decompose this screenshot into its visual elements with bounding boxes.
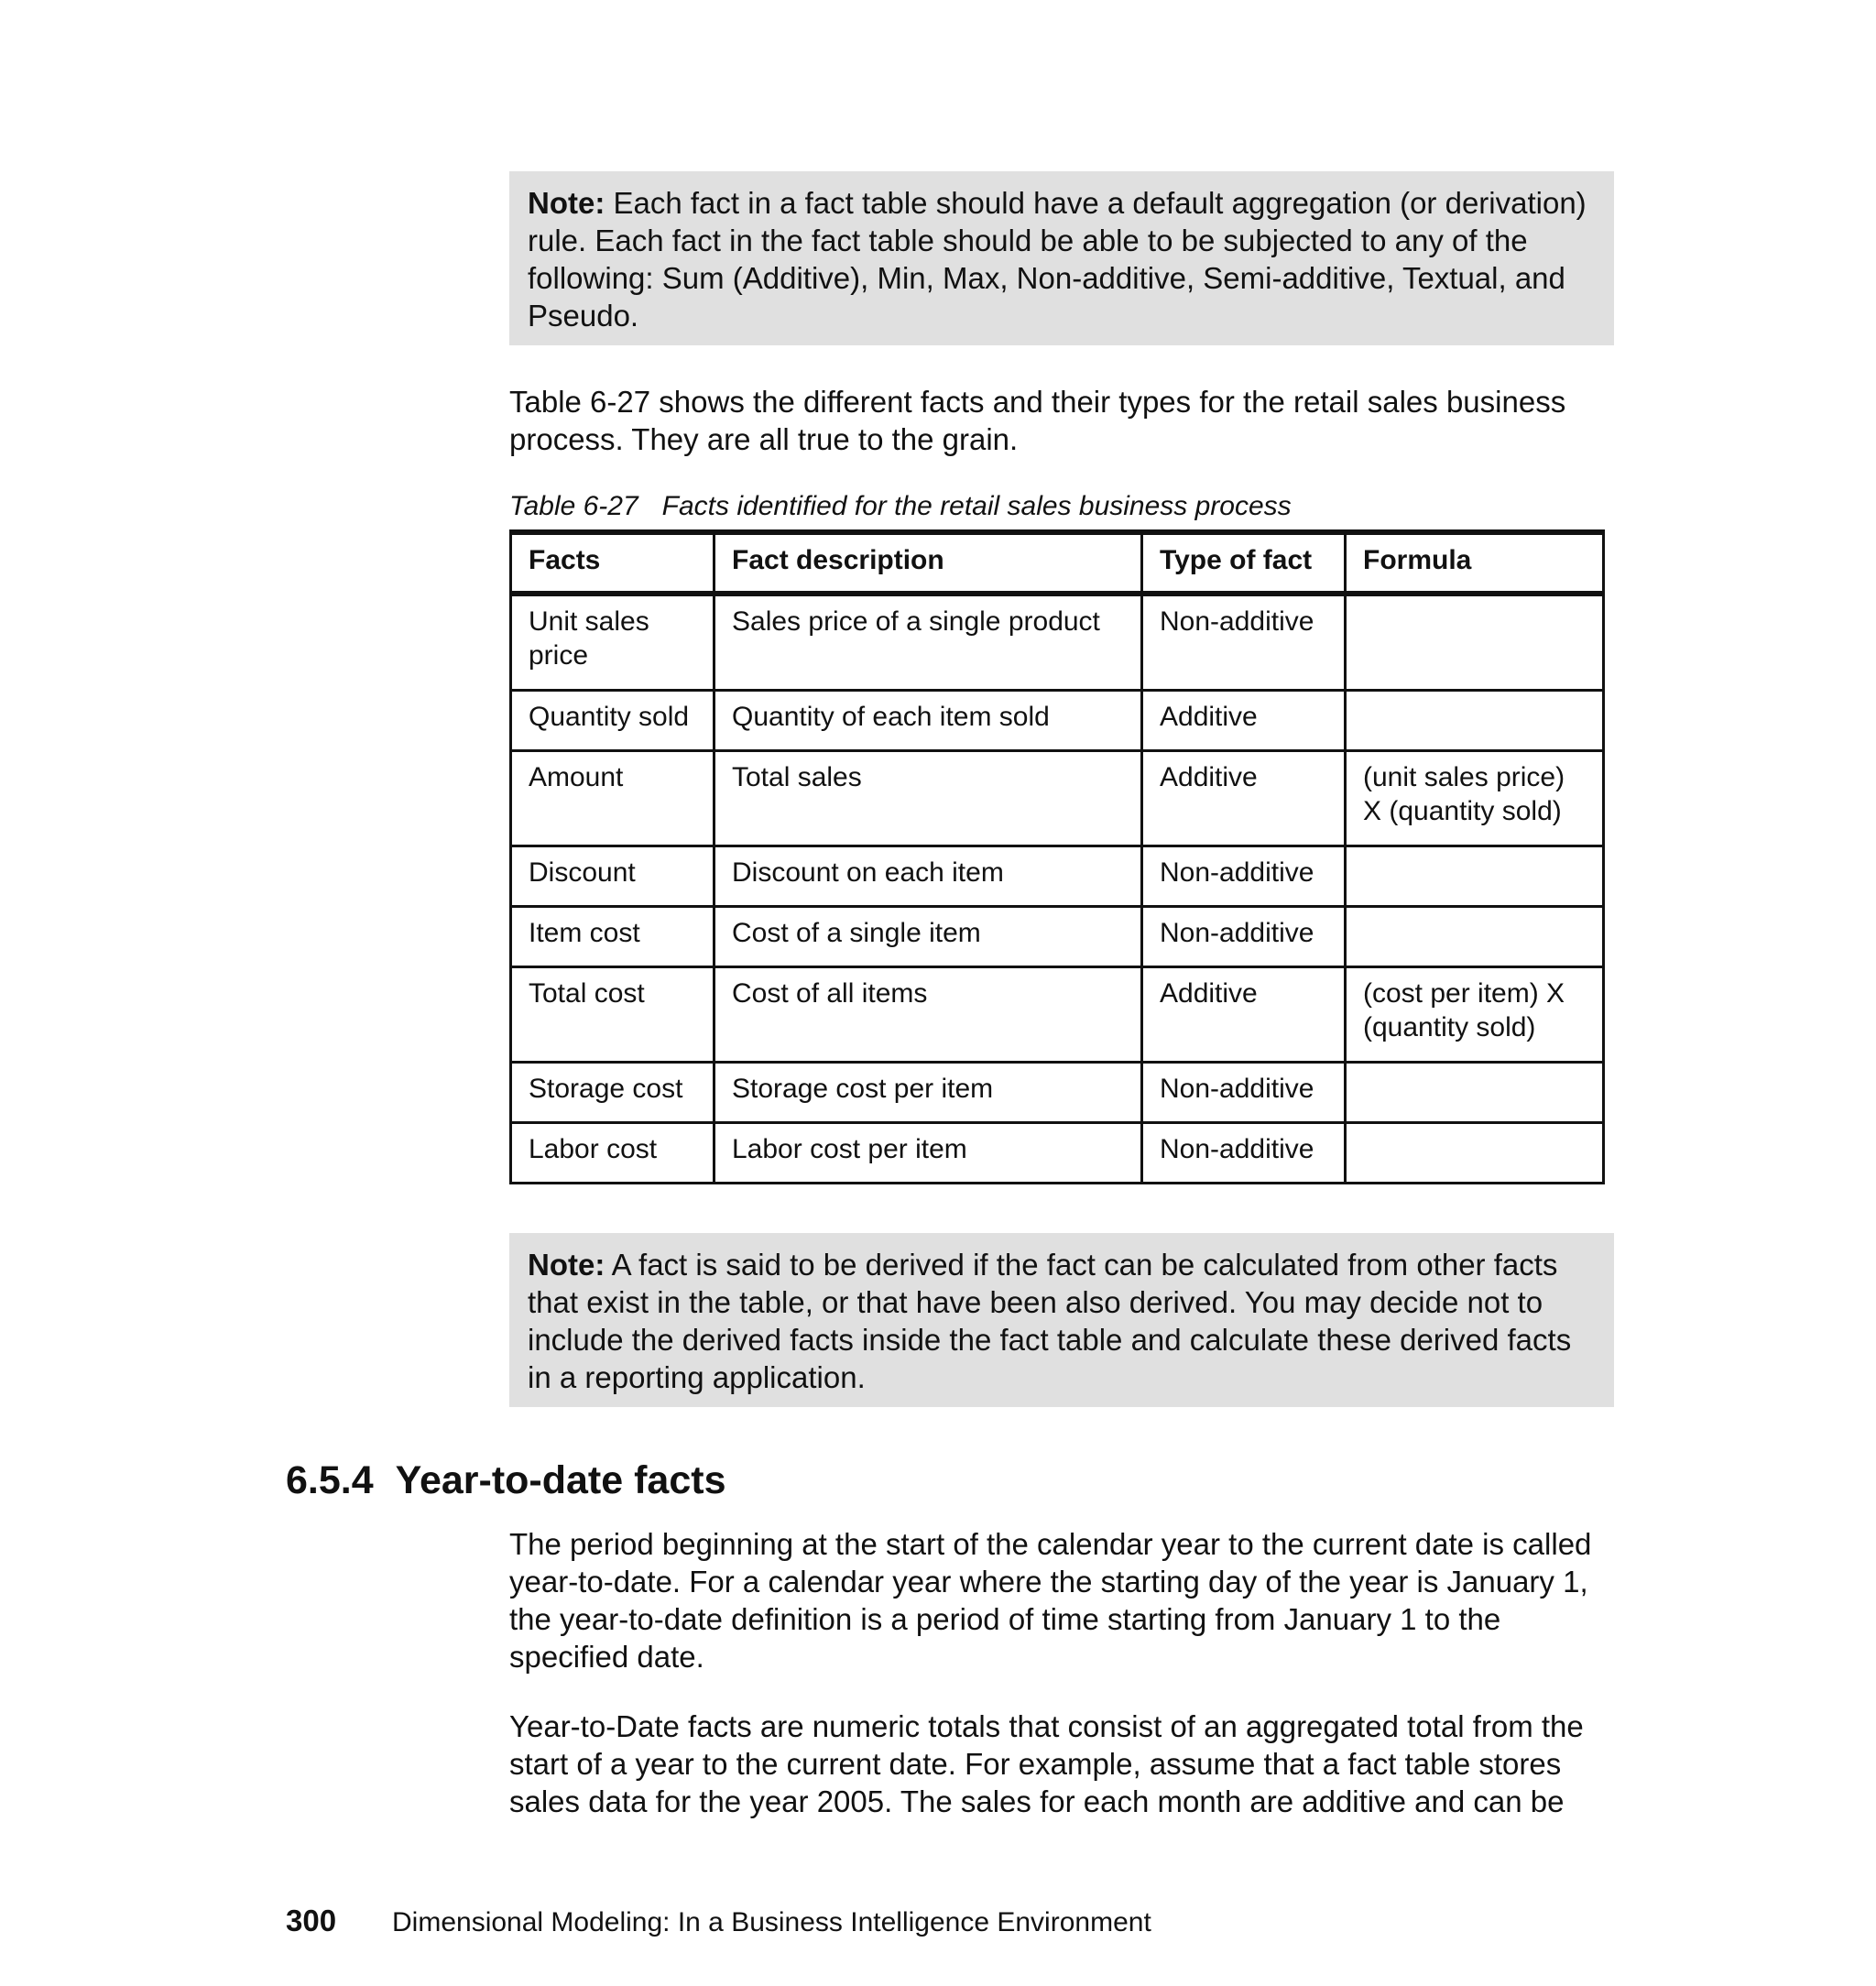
table-row	[511, 1123, 1604, 1184]
ytd-paragraph-2: Year-to-Date facts are numeric totals that consist of an aggregated total from the start of a year to the current date. For example, assume that a fact table stores sales data for the year 2005. The sales for each month are additive and can be	[509, 1709, 1584, 1818]
page-number: 300	[286, 1904, 337, 1937]
section-heading	[286, 1457, 725, 1504]
cell-formula	[1346, 691, 1604, 751]
cell-description: Discount on each item	[714, 846, 1142, 907]
table-caption-number: Table 6-27	[509, 491, 638, 521]
cell-formula	[1346, 846, 1604, 907]
note-text: A fact is said to be derived if the fact can be calculated from other facts that exist in the table, or that have been also derived. You may decide not to include the derived facts inside the fact table and calculate these derived facts in a reporting application.	[528, 1248, 1572, 1394]
table-row	[511, 691, 1604, 751]
cell-type: Non-additive	[1142, 594, 1346, 691]
note-box-derived-facts	[509, 1233, 1614, 1407]
header-fact-description: Fact description	[714, 532, 1142, 594]
note-text: Each fact in a fact table should have a default aggregation (or derivation) rule. Each fact in the fact table should be able to be subjected to any of the following: Sum (Additive), Min, Max, Non-additive, Semi-additive, Textual, and Pseudo.	[528, 186, 1587, 333]
cell-fact: Total cost	[511, 967, 714, 1063]
note-label: Note:	[528, 1248, 605, 1282]
cell-fact: Discount	[511, 846, 714, 907]
cell-type: Non-additive	[1142, 907, 1346, 967]
cell-fact: Quantity sold	[511, 691, 714, 751]
cell-formula	[1346, 1123, 1604, 1184]
cell-type: Additive	[1142, 751, 1346, 846]
table-row	[511, 907, 1604, 967]
note-label: Note:	[528, 186, 605, 220]
cell-formula: (unit sales price) X (quantity sold)	[1346, 751, 1604, 846]
ytd-paragraph-1: The period beginning at the start of the calendar year to the current date is called year-to-date. For a calendar year where the starting day of the year is January 1, the year-to-date definition is a period of time starting from January 1 to the specified date.	[509, 1527, 1592, 1674]
cell-fact: Amount	[511, 751, 714, 846]
cell-fact: Labor cost	[511, 1123, 714, 1184]
cell-type: Additive	[1142, 691, 1346, 751]
cell-description: Total sales	[714, 751, 1142, 846]
table-row	[511, 594, 1604, 691]
cell-description: Cost of a single item	[714, 907, 1142, 967]
cell-formula: (cost per item) X (quantity sold)	[1346, 967, 1604, 1063]
cell-type: Non-additive	[1142, 1123, 1346, 1184]
cell-description: Storage cost per item	[714, 1063, 1142, 1123]
cell-formula	[1346, 594, 1604, 691]
cell-type: Non-additive	[1142, 846, 1346, 907]
cell-formula	[1346, 907, 1604, 967]
section-title: Year-to-date facts	[395, 1458, 726, 1502]
note-box-aggregation	[509, 171, 1614, 345]
cell-type: Non-additive	[1142, 1063, 1346, 1123]
facts-table	[509, 529, 1605, 1184]
cell-description: Cost of all items	[714, 967, 1142, 1063]
intro-paragraph: Table 6-27 shows the different facts and their types for the retail sales business process. They are all true to the grain.	[509, 385, 1566, 456]
table-caption-title: Facts identified for the retail sales business process	[661, 491, 1292, 521]
header-formula: Formula	[1346, 532, 1604, 594]
table-row	[511, 967, 1604, 1063]
table-row	[511, 1063, 1604, 1123]
cell-description: Sales price of a single product	[714, 594, 1142, 691]
table-row	[511, 751, 1604, 846]
cell-fact: Unit sales price	[511, 594, 714, 691]
header-type-of-fact: Type of fact	[1142, 532, 1346, 594]
table-row	[511, 846, 1604, 907]
cell-description: Quantity of each item sold	[714, 691, 1142, 751]
cell-fact: Storage cost	[511, 1063, 714, 1123]
cell-description: Labor cost per item	[714, 1123, 1142, 1184]
header-facts: Facts	[511, 532, 714, 594]
table-caption	[509, 489, 1292, 524]
table-header-row	[511, 532, 1604, 594]
section-number: 6.5.4	[286, 1458, 374, 1502]
page-footer	[286, 1904, 1151, 1940]
cell-type: Additive	[1142, 967, 1346, 1063]
book-title: Dimensional Modeling: In a Business Intelligence Environment	[392, 1907, 1151, 1937]
cell-fact: Item cost	[511, 907, 714, 967]
cell-formula	[1346, 1063, 1604, 1123]
